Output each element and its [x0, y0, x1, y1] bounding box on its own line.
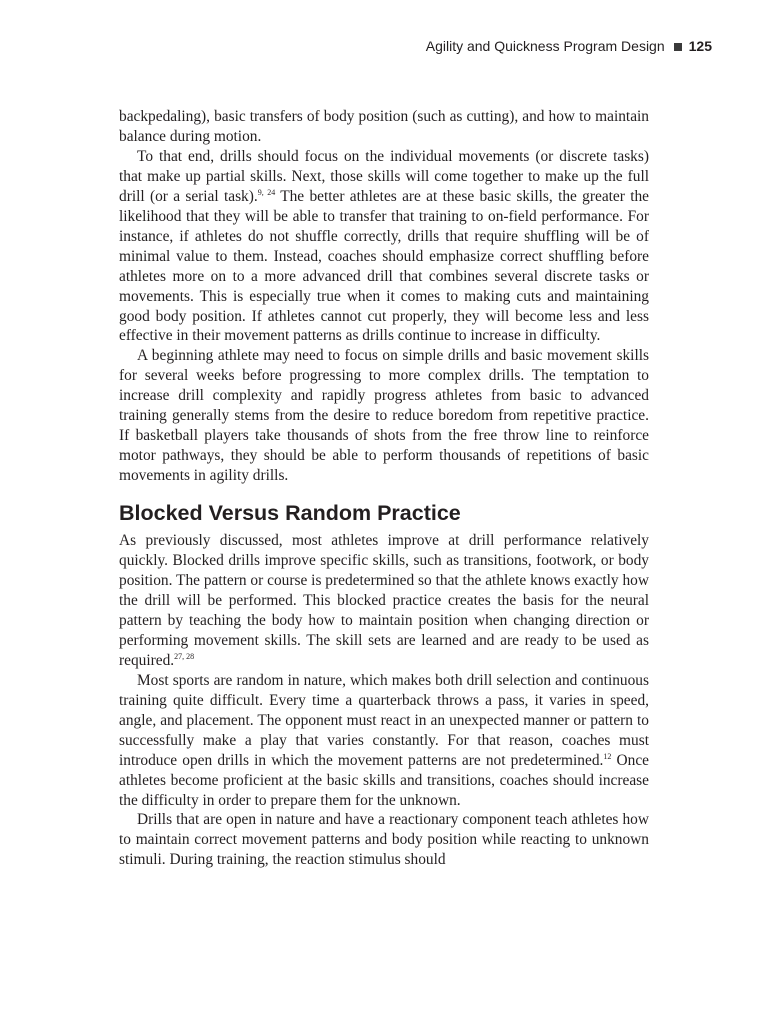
paragraph-4: As previously discussed, most athletes improve at drill performance relatively quickly. Blocked drills improve specific skills, such as transitions, footwork, or body position. The pattern or course is predetermined so that the athlete knows exactly how the drill will be performed. This blocked practice creates the basis for the neural pattern by teaching the body how to maintain position when changing direction or performing movement skills. The skill sets are learned and are ready to be used as required.$^{27, 28}$ [119, 532, 649, 669]
square-bullet-icon [674, 43, 682, 51]
section-heading: Blocked Versus Random Practice [119, 501, 461, 526]
paragraph-5: Most sports are random in nature, which makes both drill selection and continuous training quite difficult. Every time a quarterback throws a pass, it varies in speed, angle, and placement. The opponent must react in an unexpected manner or pattern to successfully make a play that varies constantly. For that reason, coaches must introduce open drills in which the movement patterns are not predetermined.$^{12}$ Once athletes become proficient at the basic skills and transitions, coaches should increase the difficulty in order to prepare them for the unknown. [119, 671, 649, 809]
citation-ref: 9, 24 [257, 187, 276, 197]
paragraph-3: A beginning athlete may need to focus on simple drills and basic movement skills for several weeks before progressing to more complex drills. The temptation to increase drill complexity and rapidly progress athletes from basic to advanced training generally stems from the desire to reduce boredom from repetitive practice. If basketball players take thousands of shots from the free throw line to reinforce motor pathways, they should be able to perform thousands of repetitions of basic movements in agility drills. [119, 347, 649, 485]
running-head [118, 37, 712, 55]
citation-ref: 12 [603, 751, 612, 761]
page-body [119, 107, 649, 870]
paragraph-1: backpedaling), basic transfers of body position (such as cutting), and how to maintain balance during motion. [119, 108, 649, 145]
page-number: 125 [688, 38, 712, 54]
running-title: Agility and Quickness Program Design [425, 38, 665, 54]
citation-ref: 27, 28 [174, 651, 195, 661]
paragraph-6: Drills that are open in nature and have a reactionary component teach athletes how to maintain correct movement patterns and body position while reacting to unknown stimuli. During training, the reaction stimulus should [119, 811, 649, 869]
paragraph-2: To that end, drills should focus on the individual movements (or discrete tasks) that make up partial skills. Next, those skills will come together to make up the full drill (or a serial task).$^{9, 24}$ The better athletes are at these basic skills, the greater the likelihood that they will be able to transfer that training to on-field performance. For instance, if athletes do not shuffle correctly, drills that require shuffling will be of minimal value to them. Instead, coaches should emphasize correct shuffling before athletes more on to a more advanced drill that combines several discrete tasks or movements. This is especially true when it comes to making cuts and maintaining good body position. If athletes cannot cut properly, they will become less and less effective in their movement patterns as drills continue to increase in difficulty. [119, 147, 649, 345]
